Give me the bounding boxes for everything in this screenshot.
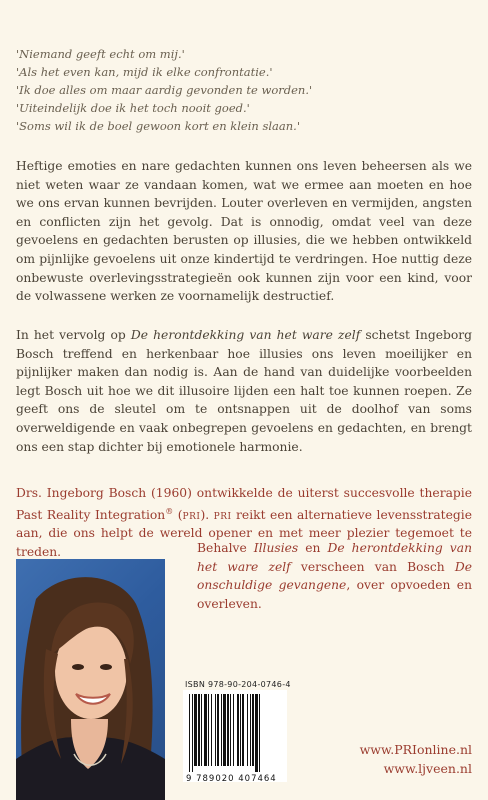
website-link[interactable]: www.ljveen.nl	[383, 761, 472, 776]
book-title-onschuldige: De onschuldige gevangene	[197, 559, 472, 593]
quote-list	[16, 45, 472, 135]
bio-text-2: reikt een alternatieve levensstrategie aan, die ons helpt de wereld opener en met meer plezier tegemoet te treden.	[16, 507, 472, 559]
website-list	[360, 740, 472, 778]
registered-mark: ®	[165, 506, 174, 516]
website-link[interactable]: www.PRIonline.nl	[359, 742, 472, 757]
barcode-digits: 9 789020 407464	[186, 774, 277, 784]
intro-paragraph: Heftige emoties en nare gedachten kunnen ons leven beheersen als we niet weten waar ze vandaan komen, wat we ermee aan moeten en hoe we ons ervan kunnen bevrijden. Louter overleven en vermijden, angsten en conflicten zijn het gevolg. Dat is onnodig, omdat veel van deze gevoelens en gedachten berusten op illusies, die we hebben ontwikkeld om pijnlijke gevoelens uit onze kindertijd te verdringen. Hoe nuttig deze onbewuste overlevingsstrategieën ook kunnen zijn voor een kind, voor de volwassene werken ze voornamelijk destructief.	[16, 159, 472, 304]
barcode	[183, 690, 287, 782]
pri-abbreviation: pri	[182, 507, 201, 522]
bio-text-5: verscheen van Bosch	[290, 559, 455, 574]
book-title-reference: De herontdekking van het ware zelf	[130, 328, 361, 342]
barcode-bars	[183, 690, 287, 774]
bio-text: Drs. Ingeborg Bosch (1960) ontwikkelde de uiterst succesvolle therapie Past Reality Integration	[16, 486, 472, 522]
author-photo	[16, 559, 165, 800]
quote-line: 'Uiteindelijk doe ik het toch nooit goed.'	[16, 101, 250, 115]
summary-text-start: In het vervolg op	[16, 328, 131, 342]
bio-text-3: Behalve	[197, 541, 254, 555]
book-title-illusies: Illusies	[253, 541, 299, 555]
book-title-herontdekking: De herontdekking van het ware zelf	[197, 541, 472, 574]
summary-paragraph	[16, 326, 472, 456]
quote-line: 'Soms wil ik de boel gewoon kort en klein slaan.'	[16, 119, 300, 133]
bio-text-6: , over opvoeden en overleven.	[197, 578, 472, 611]
bio-text-4: en	[298, 541, 328, 555]
author-bio-top: Drs. Ingeborg Bosch (1960) ontwikkelde de uiterst succesvolle therapie Past Reality Integration® (pri). pri reikt een alternatieve levensstrategie aan, die ons helpt de wereld opener en met meer plezier tegemoet te treden.	[16, 486, 472, 559]
summary-text-rest: schetst Ingeborg Bosch treffend en herkenbaar hoe illusies ons leven moeilijker en pijnlijker maken dan nodig is. Aan de hand van duidelijke voorbeelden legt Bosch uit hoe we dit illusoire lijden een halt toe kunnen roepen. Ze geeft ons de sleutel om te ontsnappen uit de doolhof van soms overweldigende en vaak onbegrepen gevoelens en gedachten, en brengt ons een stap dichter bij emotionele harmonie.	[16, 328, 472, 454]
pri-abbreviation-2: pri	[213, 507, 232, 522]
author-portrait-illustration	[16, 559, 165, 800]
quote-line: 'Als het even kan, mijd ik elke confrontatie.'	[16, 65, 273, 79]
isbn-label: ISBN 978-90-204-0746-4	[185, 680, 291, 689]
quote-line: 'Niemand geeft echt om mij.'	[16, 47, 185, 61]
author-bio-bottom	[197, 539, 472, 613]
quote-line: 'Ik doe alles om maar aardig gevonden te worden.'	[16, 83, 313, 97]
